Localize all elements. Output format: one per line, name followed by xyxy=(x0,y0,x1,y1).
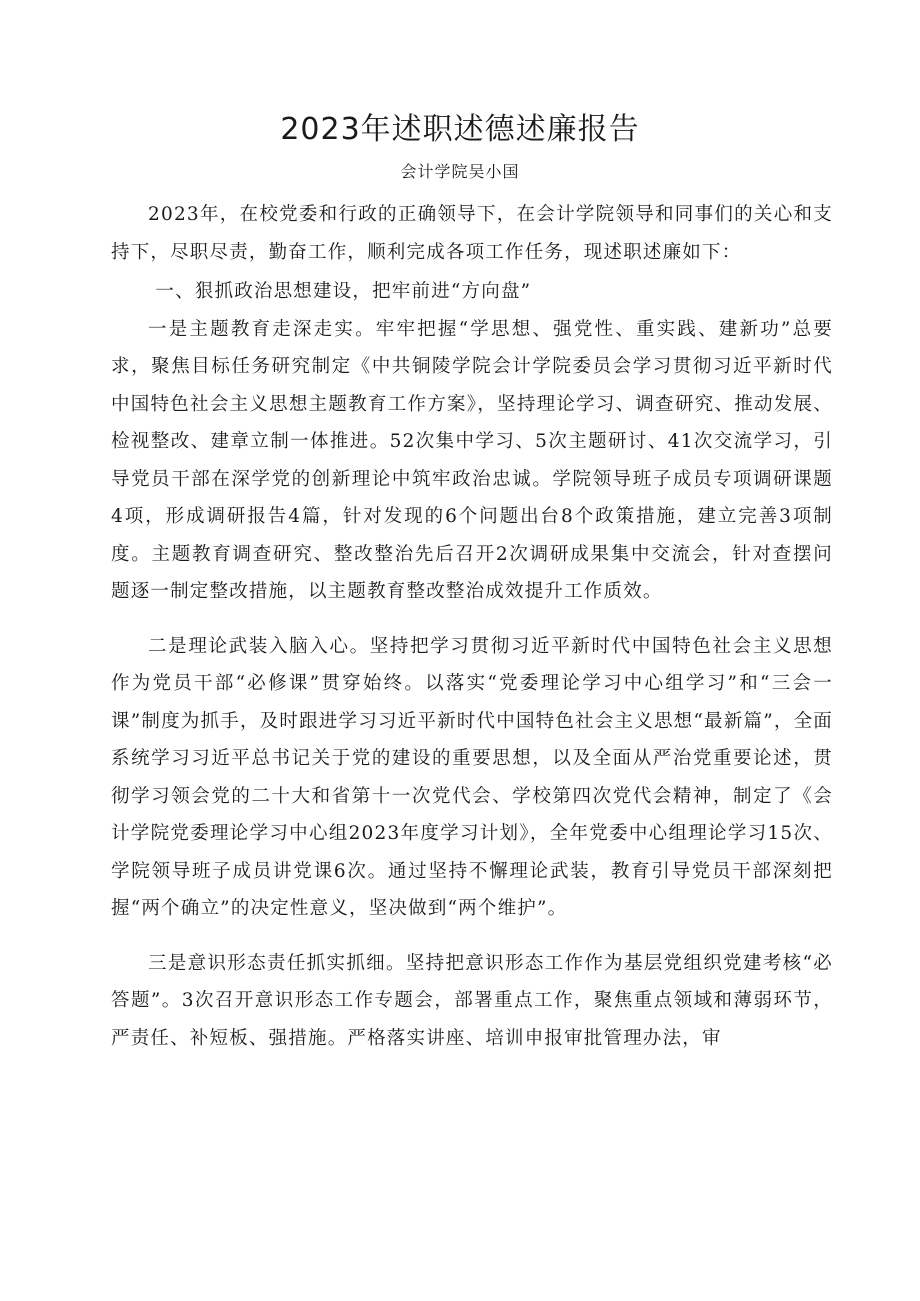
body-paragraph: 三是意识形态责任抓实抓细。坚持把意识形态工作作为基层党组织党建考核“必答题”。3次召开意识形态工作专题会，部署重点工作，聚焦重点领域和薄弱环节，严责任、补短板、强措施。严格落实讲座、培训申报审批管理办法，审 xyxy=(111,952,833,1049)
document-body xyxy=(111,196,833,1057)
intro-paragraph: 2023年，在校党委和行政的正确领导下，在会计学院领导和同事们的关心和支持下，尽职尽责，勤奋工作，顺利完成各项工作任务，现述职述廉如下： xyxy=(111,204,833,263)
body-paragraph: 一是主题教育走深走实。牢牢把握“学思想、强党性、重实践、建新功”总要求，聚焦目标任务研究制定《中共铜陵学院会计学院委员会学习贯彻习近平新时代中国特色社会主义思想主题教育工作方案》，坚持理论学习、调查研究、推动发展、检视整改、建章立制一体推进。52次集中学习、5次主题研讨、41次交流学习，引导党员干部在深学党的创新理论中筑牢政治忠诚。学院领导班子成员专项调研课题4项，形成调研报告4篇，针对发现的6个问题出台8个政策措施，建立完善3项制度。主题教育调查研究、整改整治先后召开2次调研成果集中交流会，针对查摆问题逐一制定整改措施，以主题教育整改整治成效提升工作质效。 xyxy=(111,318,833,602)
document-author: 会计学院吴小国 xyxy=(400,162,520,181)
document-title: 2023年述职述德述廉报告 xyxy=(280,112,640,147)
section-heading: 一、狠抓政治思想建设，把牢前进“方向盘” xyxy=(155,281,532,302)
body-paragraph: 二是理论武装入脑入心。坚持把学习贯彻习近平新时代中国特色社会主义思想作为党员干部“必修课”贯穿始终。以落实“党委理论学习中心组学习”和“三会一课”制度为抓手，及时跟进学习习近平新时代中国特色社会主义思想“最新篇”，全面系统学习习近平总书记关于党的建设的重要思想，以及全面从严治党重要论述，贯彻学习领会党的二十大和省第十一次党代会、学校第四次党代会精神，制定了《会计学院党委理论学习中心组2023年度学习计划》，全年党委中心组理论学习15次、学院领导班子成员讲党课6次。通过坚持不懈理论武装，教育引导党员干部深刻把握“两个确立”的决定性意义，坚决做到“两个维护”。 xyxy=(111,635,833,919)
